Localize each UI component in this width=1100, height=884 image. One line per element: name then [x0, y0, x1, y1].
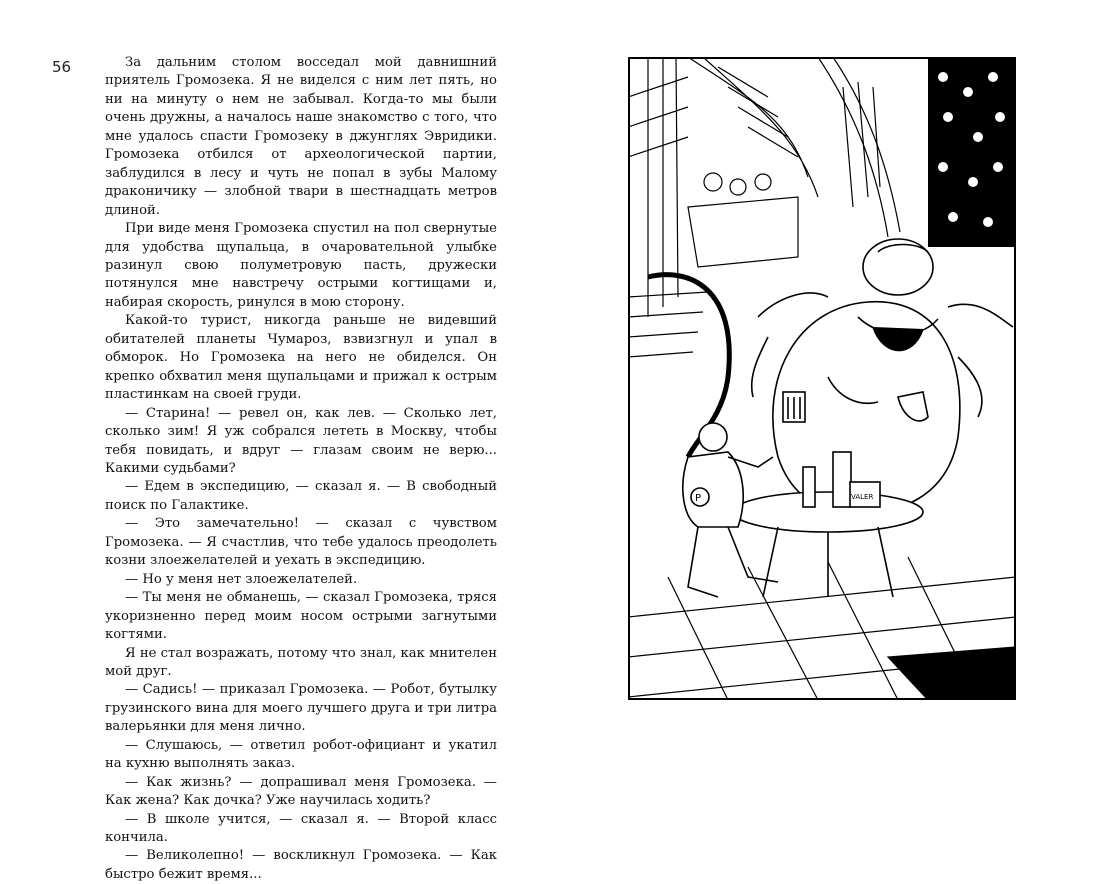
body-text: [105, 54, 497, 884]
paragraph: — Садись! — приказал Громозека. — Робот, бутылку грузинского вина для моего лучшего друга и три литра валерьянки для меня лично.: [105, 682, 497, 735]
svg-text:P: P: [695, 493, 702, 504]
paragraph: — Но у меня нет злоежелателей.: [125, 571, 358, 587]
bottle-label: VALER: [851, 493, 874, 501]
paragraph: — Слушаюсь, — ответил робот-официант и укатил на кухню выполнять заказ.: [105, 737, 497, 772]
paragraph: За дальним столом восседал мой давнишний приятель Громозека. Я не виделся с ним лет пять, но ни на минуту о нем не забывал. Когда-то мы были очень дружны, а началось наше знакомство с того, что мне удалось спасти Громозеку в джунглях Эвридики. Громозека отбился от археологической партии, заблудился в лесу и чуть не попал в зубы Малому драконичику — злобной твари в шестнадцать метров длиной.: [105, 55, 497, 218]
illustration-drawing: [628, 57, 1016, 700]
paragraph: Какой-то турист, никогда раньше не видевший обитателей планеты Чумароз, взвизгнул и упал в обморок. Но Громозека на него не обиделся. Он крепко обхватил меня щупальцами и прижал к острым пластинкам на своей груди.: [105, 313, 497, 403]
paragraph: — В школе учится, — сказал я. — Второй класс кончила.: [105, 811, 497, 846]
patterned-wall: [928, 57, 1014, 247]
ink-illustration: [628, 57, 1016, 700]
paragraph: — Едем в экспедицию, — сказал я. — В свободный поиск по Галактике.: [105, 479, 497, 513]
paragraph: При виде меня Громозека спустил на пол свернутые для удобства щупальца, в очаровательной улыбке разинул свою полуметровую пасть, дружески потянулся мне навстречу острыми когтищами и, набирая скорость, ринулся в мою сторону.: [105, 221, 497, 310]
paragraph: Я не стал возражать, потому что знал, как мнителен мой друг.: [105, 645, 497, 679]
page-number: 56: [52, 58, 72, 76]
paragraph: — Великолепно! — воскликнул Громозека. — Как быстро бежит время...: [105, 848, 497, 882]
paragraph: — Старина! — ревел он, как лев. — Сколько лет, сколько зим! Я уж собрался лететь в Москву, чтобы тебя повидать, и вдруг — глазам своим не верю... Какими судьбами?: [105, 405, 497, 476]
paragraph: — Как жизнь? — допрашивал меня Громозека. — Как жена? Как дочка? Уже научилась ходить?: [105, 774, 497, 809]
paragraph: — Это замечательно! — сказал с чувством Громозека. — Я счастлив, что тебе удалось преодолеть козни злоежелателей и уехать в экспедицию.: [105, 516, 497, 569]
paragraph: — Ты меня не обманешь, — сказал Громозека, тряся укоризненно перед моим носом острыми загнутыми когтями.: [105, 590, 497, 643]
